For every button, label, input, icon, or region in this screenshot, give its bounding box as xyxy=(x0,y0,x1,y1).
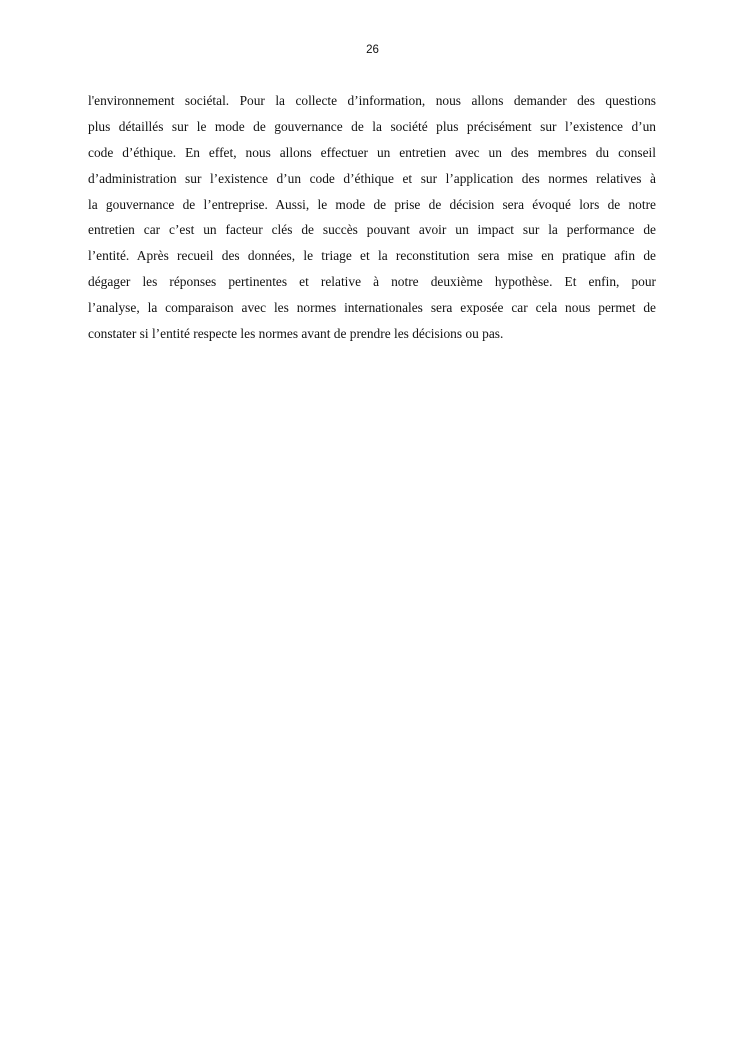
paragraph-line: entretien car c’est un facteur clés de succès pouvant avoir un impact sur la performance de xyxy=(88,222,656,238)
paragraph-line: d’administration sur l’existence d’un code d’éthique et sur l’application des normes relatives à xyxy=(88,170,656,186)
paragraph-line: code d’éthique. En effet, nous allons effectuer un entretien avec un des membres du conseil xyxy=(88,144,656,160)
page-number: 26 xyxy=(366,44,379,56)
paragraph-line: constater si l’entité respecte les normes avant de prendre les décisions ou pas. xyxy=(88,326,504,342)
paragraph-line: l’entité. Après recueil des données, le triage et la reconstitution sera mise en pratique afin de xyxy=(88,248,656,264)
paragraph-line: l’analyse, la comparaison avec les normes internationales sera exposée car cela nous permet de xyxy=(88,300,656,316)
paragraph-line: la gouvernance de l’entreprise. Aussi, le mode de prise de décision sera évoqué lors de notre xyxy=(88,196,656,212)
body-paragraph xyxy=(88,88,656,347)
paragraph-line: plus détaillés sur le mode de gouvernance de la société plus précisément sur l’existence d’un xyxy=(88,118,656,134)
paragraph-line: l'environnement sociétal. Pour la collecte d’information, nous allons demander des questions xyxy=(88,93,656,108)
paragraph-line: dégager les réponses pertinentes et relative à notre deuxième hypothèse. Et enfin, pour xyxy=(88,274,656,290)
